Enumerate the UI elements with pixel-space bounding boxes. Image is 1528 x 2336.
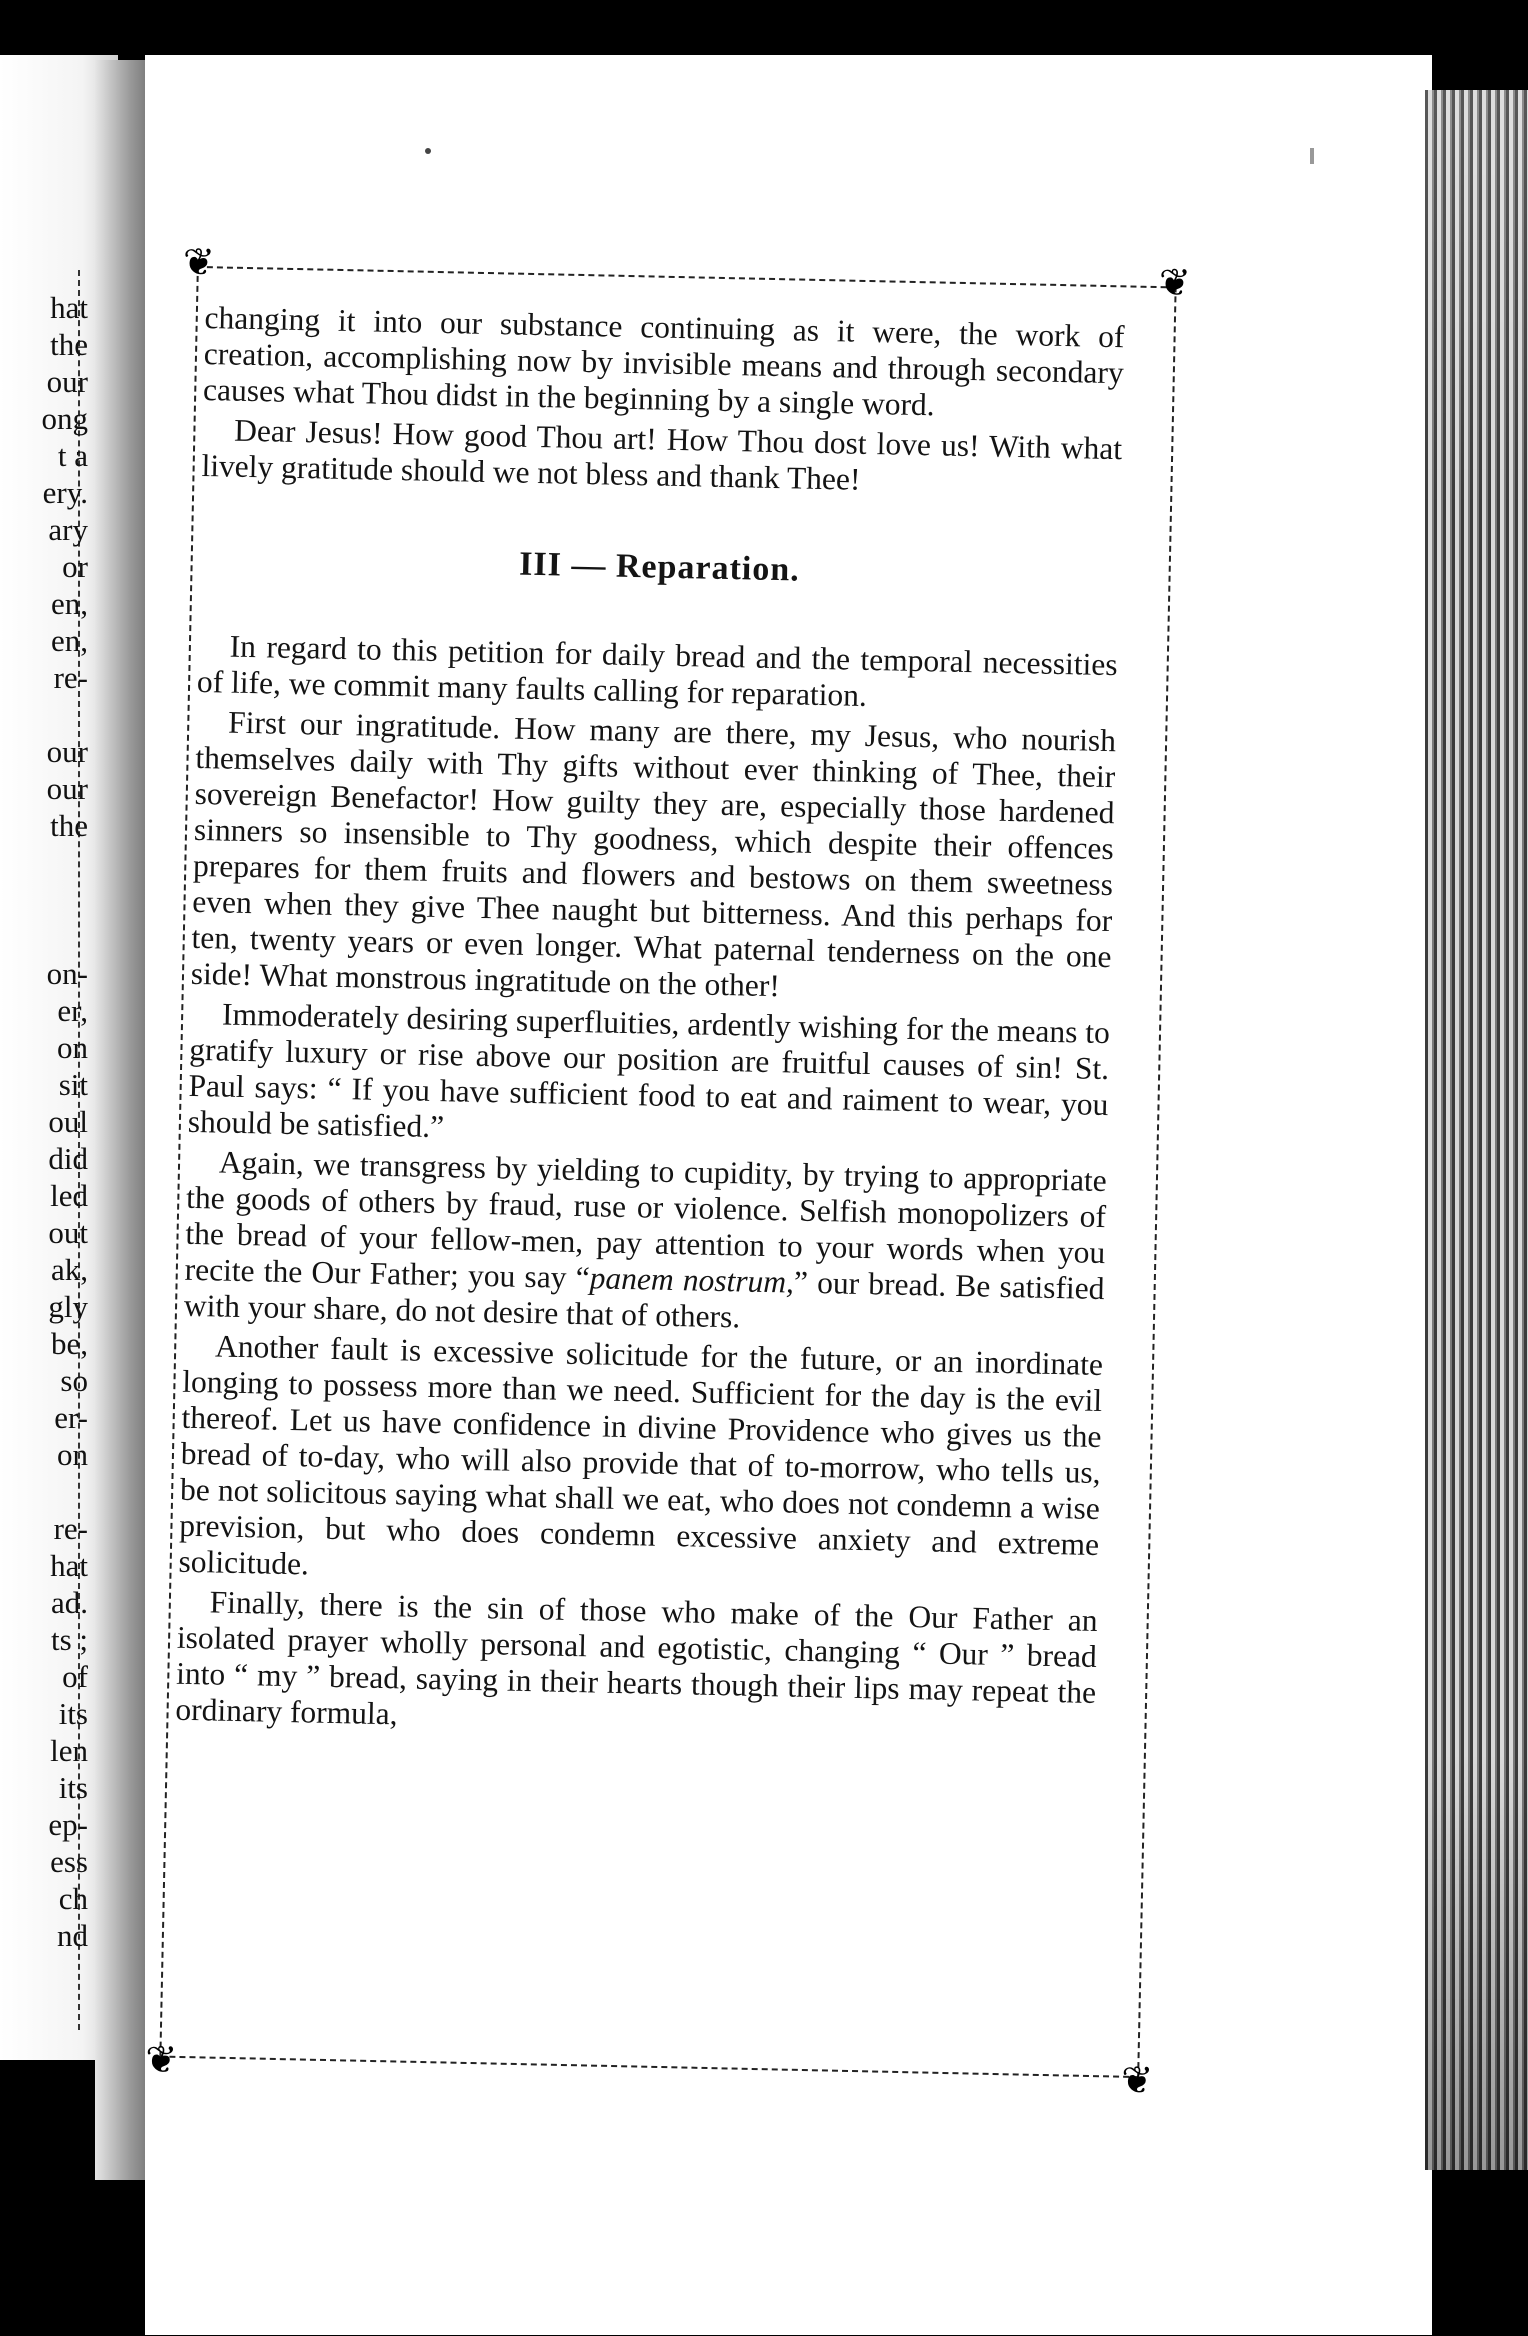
previous-page-fragment: led [50,1178,88,1213]
previous-page-fragment: ch [58,1881,88,1916]
paragraph-text: ” our bread. Be satisfied with your share, do not desire that of others. [183,1264,1105,1335]
paragraph [184,1144,1108,1343]
section-heading: III — Reparation. [518,545,801,589]
previous-page-fragment: or [62,549,88,584]
page-speck [425,148,431,154]
previous-page-fragment: er, [57,993,88,1028]
previous-page-fragment: our [46,364,88,399]
latin-phrase: panem nostrum, [589,1260,795,1300]
previous-page-fragment: so [60,1363,88,1398]
previous-page-fragment: ak, [50,1252,88,1287]
previous-page-fragment: ong [41,401,88,436]
previous-page-fragment: our [46,771,88,806]
previous-page-fragment: er- [54,1400,88,1435]
previous-page-fragment: en, [50,586,88,621]
paragraph: Another fault is excessive solicitude for the future, or an inordinate longing to possess more than we need. Sufficient for the day is the evil thereof. Let us have confidence in divine Providence who gives us the bread of to-day, who will also provide that of to-morrow, who tells us, be not solicitous saying what shall we eat, who does not condemn a wise prevision, but who does condemn excessive anxiety and extreme solicitude. [178,1328,1104,1582]
previous-page-fragment: out [48,1215,88,1250]
page-speck [1310,148,1314,164]
previous-page-fragment: nd [57,1918,88,1953]
paragraph: Dear Jesus! How good Thou art! How Thou dost love us! With what lively gratitude should we not bless and thank Thee! [201,412,1123,497]
previous-page-fragment: on [57,1030,88,1065]
previous-page-fragment: ep- [48,1807,88,1842]
previous-page-fragment: ess [50,1844,88,1879]
previous-page-fragment: gly [48,1289,88,1324]
previous-page-fragment: sit [58,1067,88,1102]
previous-page-fragment: hat [50,290,88,325]
previous-page-fragment: ary [48,512,88,547]
previous-page-fragment: hat [50,1548,88,1583]
opening-paragraph: changing it into our substance continuing as it were, the work of creation, accomplishing now by invisible means and through secondary causes what Thou didst in the beginning by a single word. [202,300,1125,423]
previous-page-fragment: ad. [50,1585,88,1620]
previous-page-fragment: re- [53,1511,88,1546]
paragraph: First our ingratitude. How many are there, my Jesus, who nourish themselves daily with Thy gifts without ever thinking of Thee, their sovereign Benefactor! How guilty they are, especially those hardened sinners so insensible to Thy goodness, which despite their offences prepares for them fruits and flowers and bestows on them sweetness even when they give Thee naught but bitterness. And this perhaps for ten, twenty years or even longer. What paternal tenderness on the one side! What monstrous ingratitude on the other! [190,704,1117,1004]
page-edges-shade [1425,90,1528,2170]
paragraph: In regard to this petition for daily bread and the temporal necessities of life, we commit many faults calling for reparation. [196,628,1118,713]
previous-page-fragment: of [62,1659,88,1694]
previous-page-fragment: t a [57,438,88,473]
paragraph: Immoderately desiring superfluities, ardently wishing for the means to gratify luxury or rise above our position are fruitful causes of sin! St. Paul says: “ If you have sufficient food to eat and raiment to wear, you should be satisfied.” [187,996,1111,1145]
previous-page-fragment: oul [48,1104,88,1139]
previous-page-fragment: be, [50,1326,88,1361]
previous-page-fragment: the [50,808,88,843]
previous-page-fragment: re- [53,660,88,695]
page-body [175,300,1125,1747]
previous-page-fragment: its [58,1770,88,1805]
ornament-icon: ❦ [1120,2059,1154,2103]
previous-page-fragment: ts ; [50,1622,88,1657]
previous-page-fragment: en, [50,623,88,658]
previous-page-fragment: len [50,1733,88,1768]
previous-page-fragment: its [58,1696,88,1731]
previous-page-fragment: did [48,1141,88,1176]
ornament-icon: ❦ [144,2039,178,2082]
previous-page-fragment: ery. [42,475,88,510]
previous-page-fragment: the [50,327,88,362]
paragraph-text: Again, we transgress by yielding to cupidity, by trying to appropriate the goods of others by fraud, ruse or violence. Selfish monopolizers of the bread of your fellow-men, pay attention to your words when you recite the Our Father; you say “ [184,1144,1108,1296]
previous-page-fragment: on- [46,956,88,991]
ornament-icon: ❦ [182,241,216,285]
paragraph: Finally, there is the sin of those who make of the Our Father an isolated prayer wholly personal and egotistic, changing “ Our ” bread into “ my ” bread, saying in their hearts though their lips may repeat the ordinary formula, [175,1584,1098,1732]
previous-page-fragment: on [57,1437,88,1472]
ornament-icon: ❦ [1158,262,1192,305]
previous-page-fragment: our [46,734,88,769]
